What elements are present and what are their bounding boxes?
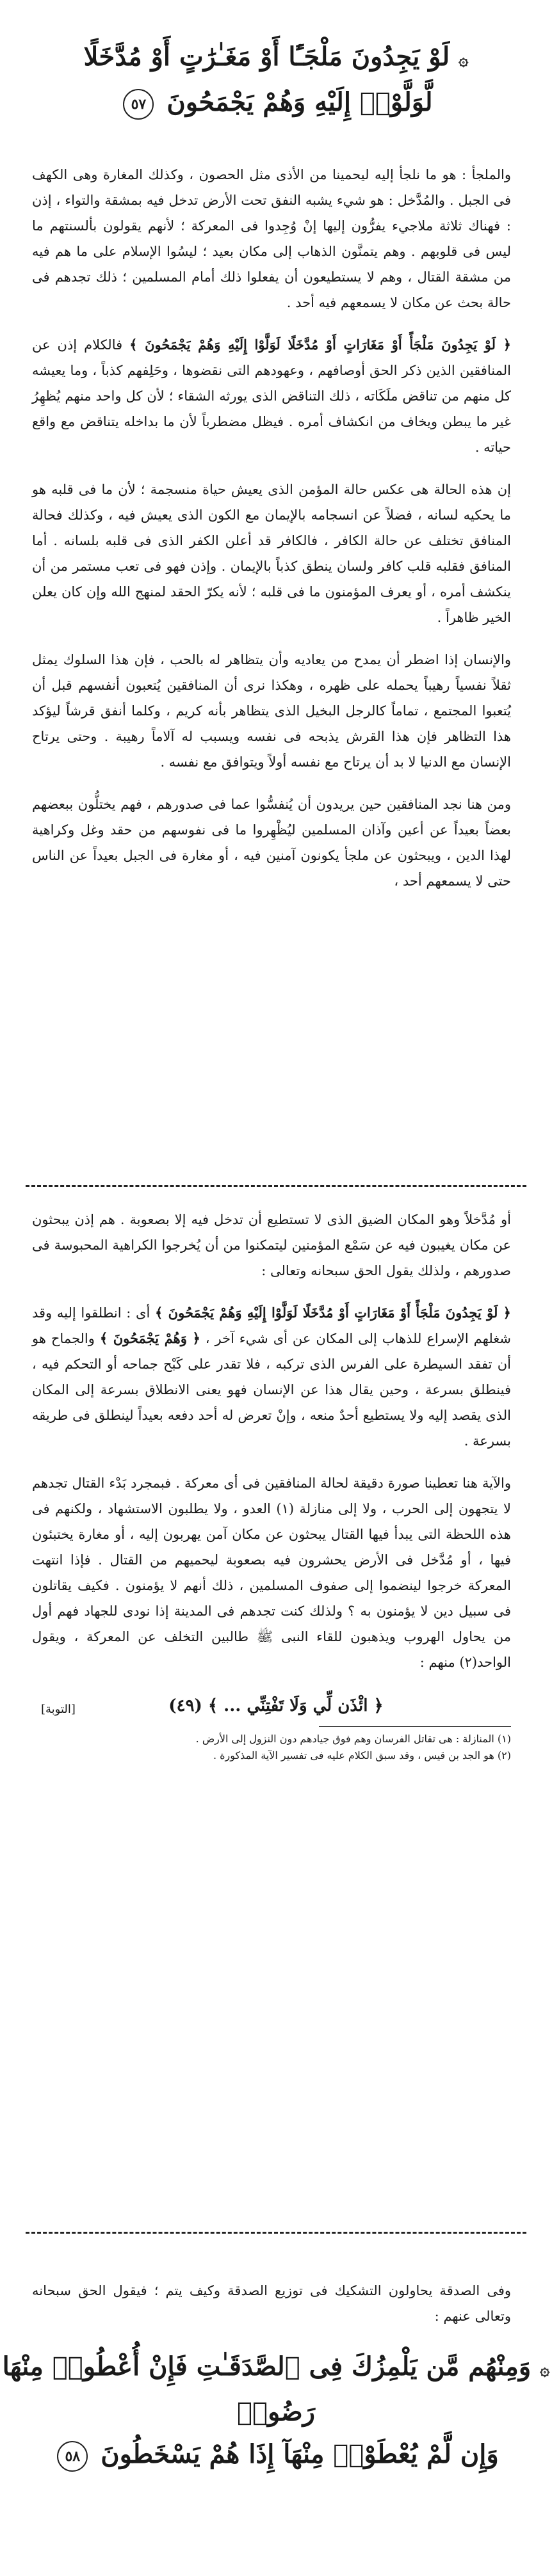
page-divider [26, 1185, 526, 1187]
paragraph-text: والجماح هو أن تفقد السيطرة على الفرس الذى تركبه ، فلا تقدر على كَبْح جماحه أو التحكم فيه ، فينطلق بسرعة ، وحين يقال هذا عن الإنسان فهو يعنى الانطلاق بسرعة إلى المكان الذى يقصد إليه ولا يستطيع أحدٌ منعه ، وإنْ تعرض له أحد دفعه بعيداً لينطلق فى طريقه بسرعة . [32, 1331, 511, 1449]
paragraph: أو مُدَّخلاً وهو المكان الضيق الذى لا تستطيع أن تدخل فيه إلا بصعوبة . هم إذن يبحثون عن مكان يغيبون فيه عن سَمْع المؤمنين ليتمكنوا من أن يُخرجوا الكراهية المحبوسة فى صدورهم ، ولذلك يقول الحق سبحانه وتعالى : [32, 1212, 511, 1278]
verse-banner [0, 2346, 552, 2476]
verse-text: وَمِنْهُم مَّن يَلْمِزُكَ فِى ٱلصَّدَقَـٰتِ فَإِنْ أُعْطُوا۟ مِنْهَا رَضُوا۟ [2, 2351, 532, 2427]
quoted-verse: ﴿ لَوْ يَجِدُونَ مَلْجَأً أَوْ مَغَارَاتٍ أَوْ مُدَّخَلًا لَوَلَّوْا إِلَيْهِ وَهُمْ يَجْمَحُونَ ﴾ [155, 1305, 511, 1321]
verse-text: لَوْ يَجِدُونَ مَلْجَـًٔا أَوْ مَغَـٰرَٰتٍ أَوْ مُدَّخَلًا [83, 42, 450, 72]
sura-reference: [التوبة] [41, 1703, 76, 1716]
quoted-verse: ﴿ وَهُمْ يَجْمَحُونَ ﴾ [99, 1330, 200, 1346]
footnote-rule [319, 1726, 511, 1727]
page-1 [0, 0, 552, 1184]
verse-line-2 [0, 81, 552, 123]
verse-banner [0, 36, 552, 123]
ayah-number-badge: ٥٧ [123, 89, 154, 120]
ayah-number-badge: ٥٨ [57, 2441, 88, 2472]
verse-text: ﴿ ائْذَن لِّي وَلَا تَفْتِنِّي ... ﴾ (٤٩) [168, 1696, 384, 1715]
paragraph: والآية هنا تعطينا صورة دقيقة لحالة المنافقين فى أى معركة . فبمجرد بَدْء القتال تجدهم لا يتجهون إلى الحرب ، ولا إلى منازلة (١) العدو ، ولا يطلبون الاستشهاد ، ولكنهم فى هذه اللحظة التى يبدأ فيها القتال يبحثون عن مكان آمن يهربون إليه ، أو مغارة يختبئون فيها ، أو مُدَّخل فى الأرض يحشرون فيه بصعوبة ليحميهم من القتال . فإذا انتهت المعركة خرجوا لينضموا إلى صفوف المسلمين ، ذلك أنهم لا يؤمنون . فكيف يقاتلون فى سبيل دين لا يؤمنون به ؟ ولذلك كنت تجدهم فى المدينة إذا نودى للجهاد فهم أول من يحاول الهروب ويذهبون للقاء النبى ﷺ طالبين التخلف عن المعركة ، ويقول الواحد(٢) منهم : [32, 1475, 511, 1670]
verse-line-1 [0, 2346, 552, 2433]
paragraph [0, 332, 552, 460]
paragraph: وفى الصدقة يحاولون التشكيك فى توزيع الصدقة وكيف يتم ؛ فيقول الحق سبحانه وتعالى عنهم : [32, 2283, 511, 2324]
verse-ornament-icon: ۞ [459, 51, 469, 70]
paragraph: ومن هنا نجد المنافقين حين يريدون أن يُنفسُّوا عما فى صدورهم ، فهم يختلُّون ببعضهم بعضاً بعيداً عن أعين وآذان المسلمين ليُظْهِروا ما فى نفوسهم من حقد وغل وكراهية لهذا الدين ، ويبحثون عن ملجأ يكونون آمنين فيه ، أو مغارة فى الجبل بعيداً عن الناس حتى لا يسمعهم أحد ، [32, 797, 511, 889]
page-3 [0, 2278, 552, 2572]
paragraph: والملجأ : هو ما نلجأ إليه ليحمينا من الأذى مثل الحصون ، وكذلك المغارة وهى الكهف فى الجبل . والمُدَّخل : هو شيء يشبه النفق تحت الأرض تدخل فيه بمشقة والتواء ، إذن : فهناك ثلاثة ملاجيء يفرُّون إليها إنْ وُجِدوا فى المعركة ؛ لأنهم يقولون بألسنتهم ما ليس فى قلوبهم . وهم يتمنَّون الذهاب إلى مكان بعيد ؛ ليسُوا الإسلام على ما هم فيه من مشقة القتال ، وهم لا يستطيعون أن يفعلوا ذلك أمام المسلمين ؛ ذلك تجدهم فى حالة بحث عن مكان لا يسمعهم فيه أحد . [32, 167, 511, 310]
page-2 [0, 1207, 552, 2205]
footnote: (١) المنازلة : هى تقاتل الفرسان وهم فوق جيادهم دون النزول إلى الأرض . [195, 1733, 511, 1745]
verse-text: وَإِن لَّمْ يُعْطَوْا۟ مِنْهَآ إِذَا هُمْ يَسْخَطُونَ [101, 2439, 499, 2469]
paragraph: إن هذه الحالة هى عكس حالة المؤمن الذى يعيش حياة منسجمة ؛ لأن ما فى قلبه هو ما يحكيه لسانه ، فضلاً عن انسجامه بالإيمان مع الكون الذى يعيش فيه ، وكذلك فحالة المنافق تختلف عن حالة الكافر ، فالكافر قد أعلن الكفر الذى فى قلبه بلسانه . أما المنافق فقلبه قلب كافر ولسان ينطق كذباً بالإيمان . وإذن فهو فى تعب مستمر من أن ينكشف أمره ، أو يعرف المؤمنون ما فى قلبه ؛ لأنه يكرّ الحقد لمنهج الله وإن كان يعلن الخير ظاهراً . [32, 482, 511, 625]
paragraph [0, 1300, 552, 1454]
verse-ornament-icon: ۞ [540, 2360, 550, 2380]
inline-verse [0, 1692, 552, 1720]
verse-line-1 [0, 36, 552, 81]
paragraph-text: فالكلام إذن عن المنافقين الذين ذكر الحق أوصافهم ، وعهودهم التى نقضوها ، وحَلِفهم كذباً ، وما يعيشه كل منهم من تناقض ملَكَاته ، ذلك التناقض الذى يورثه الشقاء ؛ لأن كل واحد منهم يُظهِرُ غير ما يبطن ويخاف من انكشاف أمره . فيظل مضطرباً لأن ما بداخله يتناقض مع واقع حياته . [32, 337, 511, 455]
page-divider [26, 2232, 526, 2234]
verse-text: لَّوَلَّوْا۟ إِلَيْهِ وَهُمْ يَجْمَحُونَ [166, 87, 433, 117]
verse-line-2 [0, 2433, 552, 2476]
footnote: (٢) هو الجد بن قيس ، وقد سبق الكلام عليه فى تفسير الآية المذكورة . [213, 1749, 511, 1761]
quoted-verse: ﴿ لَوْ يَجِدُونَ مَلْجَأً أَوْ مَغَارَاتٍ أَوْ مُدَّخَلًا لَوَلَّوْا إِلَيْهِ وَهُمْ يَجْمَحُونَ ﴾ [129, 337, 511, 353]
paragraph-text: أى : انطلقوا إليه وقد شغلهم الإسراع للذهاب إلى المكان عن أى شيء آخر ، [32, 1305, 512, 1346]
paragraph: والإنسان إذا اضطر أن يمدح من يعاديه وأن يتظاهر له بالحب ، فإن هذا السلوك يمثل ثقلاً نفسياً رهيباً يحمله على ظهره ، وهكذا نرى أن المنافقين يُتعبون أنفسهم قبل أن يُتعبوا المجتمع ، تماماً كالرجل البخيل الذى يتظاهر بأنه كريم ، وكلما أنفق قرشاً ليؤكد هذا التظاهر فإن هذا القرش يذبحه فى نفسه ويسبب له آلاماً رهيبة . وحتى يرتاح الإنسان مع الدنيا لا بد أن يرتاح مع نفسه أولاً ويتوافق مع نفسه . [32, 652, 511, 770]
